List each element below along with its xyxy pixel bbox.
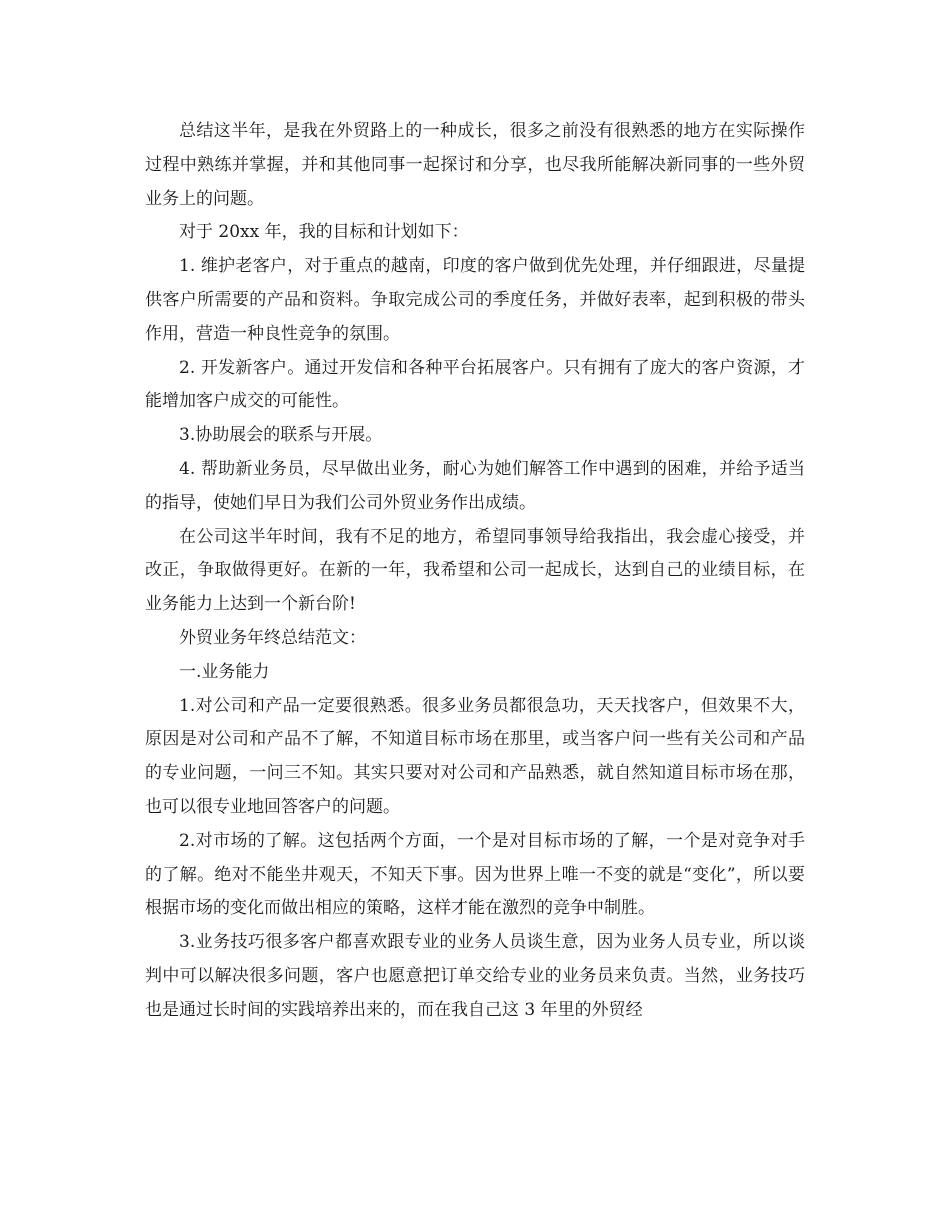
paragraph-goal-3: 3.协助展会的联系与开展。 (179, 425, 383, 446)
paragraph-half-year-summary: 总结这半年，是我在外贸路上的一种成长，很多之前没有很熟悉的地方在实际操作过程中熟练并掌握，并和其他同事一起探讨和分享，也尽我所能解决新同事的一些外贸业务上的问题。 (145, 121, 805, 209)
paragraph-closing: 在公司这半年时间，我有不足的地方，希望同事领导给我指出，我会虚心接受，并改正，争取做得更好。在新的一年，我希望和公司一起成长，达到自己的业绩目标，在业务能力上达到一个新台阶! (145, 526, 805, 615)
paragraph-goal-4: 4. 帮助新业务员，尽早做出业务，耐心为她们解答工作中遇到的困难，并给予适当的指导，使她们早日为我们公司外贸业务作出成绩。 (145, 458, 805, 513)
paragraph-ability-1: 1.对公司和产品一定要很熟悉。很多业务员都很急功，天天找客户，但效果不大，原因是对公司和产品不了解，不知道目标市场在那里，或当客户问一些有关公司和产品的专业问题，一问三不知。其实只要对对公司和产品熟悉，就自然知道目标市场在那，也可以很专业地回答客户的问题。 (145, 695, 805, 817)
section-heading-business-ability: 一.业务能力 (179, 661, 270, 682)
paragraph-ability-3: 3.业务技巧很多客户都喜欢跟专业的业务人员谈生意，因为业务人员专业，所以谈判中可以解决很多问题，客户也愿意把订单交给专业的业务员来负责。当然，业务技巧也是通过长时间的实践培养出来的，而在我自己这 3 年里的外贸经 (145, 932, 805, 1020)
paragraph-ability-2: 2.对市场的了解。这包括两个方面，一个是对目标市场的了解，一个是对竞争对手的了解。绝对不能坐井观天，不知天下事。因为世界上唯一不变的就是“变化”，所以要根据市场的变化而做出相应的策略，这样才能在激烈的竞争中制胜。 (145, 830, 805, 919)
paragraph-goal-1: 1. 维护老客户，对于重点的越南，印度的客户做到优先处理，并仔细跟进，尽量提供客户所需要的产品和资料。争取完成公司的季度任务，并做好表率，起到积极的带头作用，营造一种良性竞争的氛围。 (145, 256, 805, 344)
paragraph-goals-intro: 对于 20xx 年，我的目标和计划如下： (179, 222, 469, 243)
section-title-sample: 外贸业务年终总结范文： (179, 627, 366, 648)
document-body (145, 115, 805, 1028)
paragraph-goal-2: 2. 开发新客户。通过开发信和各种平台拓展客户。只有拥有了庞大的客户资源，才能增加客户成交的可能性。 (145, 357, 805, 412)
